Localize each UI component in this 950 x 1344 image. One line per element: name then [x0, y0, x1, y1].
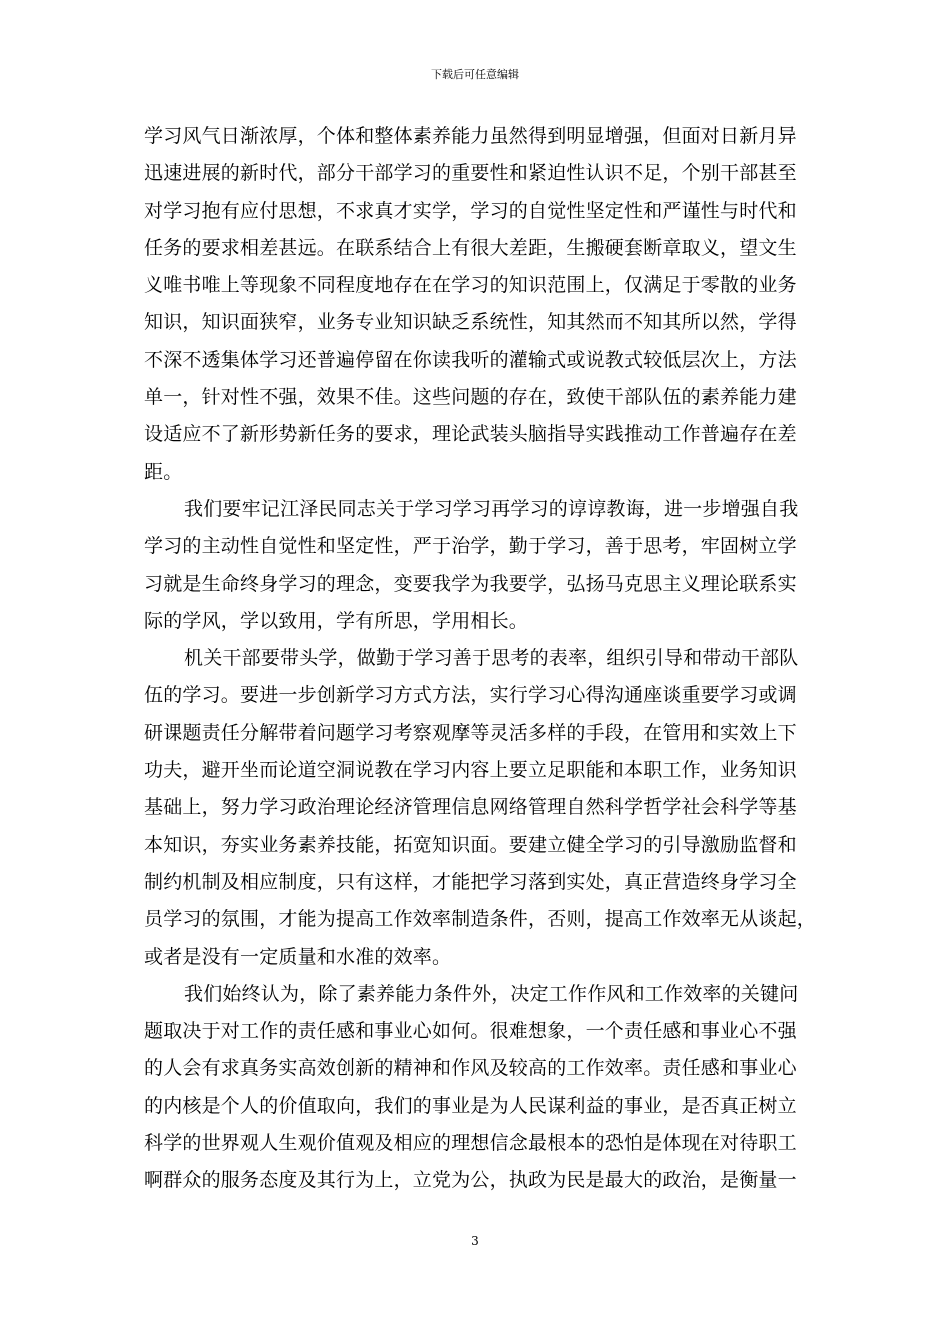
text-line: 设适应不了新形势新任务的要求，理论武装头脑指导实践推动工作普遍存在差 — [144, 423, 797, 446]
text-line: 本知识，夯实业务素养技能，拓宽知识面。要建立健全学习的引导激励监督和 — [144, 833, 797, 856]
text-line: 对学习抱有应付思想，不求真才实学，学习的自觉性坚定性和严谨性与时代和 — [144, 199, 797, 222]
page-number: 3 — [471, 1234, 479, 1248]
text-line: 的人会有求真务实高效创新的精神和作风及较高的工作效率。责任感和事业心 — [144, 1057, 797, 1080]
text-line: 题取决于对工作的责任感和事业心如何。很难想象，一个责任感和事业心不强 — [144, 1020, 797, 1043]
text-line: 迅速进展的新时代，部分干部学习的重要性和紧迫性认识不足，个别干部甚至 — [144, 162, 797, 185]
text-line: 伍的学习。要进一步创新学习方式方法，实行学习心得沟通座谈重要学习或调 — [144, 684, 797, 707]
text-line: 距。 — [144, 460, 183, 483]
text-line: 知识，知识面狭窄，业务专业知识缺乏系统性，知其然而不知其所以然，学得 — [144, 311, 797, 334]
text-line: 单一，针对性不强，效果不佳。这些问题的存在，致使干部队伍的素养能力建 — [144, 386, 797, 409]
text-line: 研课题责任分解带着问题学习考察观摩等灵活多样的手段，在管用和实效上下 — [144, 721, 797, 744]
text-line: 不深不透集体学习还普遍停留在你读我听的灌输式或说教式较低层次上，方法 — [144, 348, 797, 371]
text-line: 啊群众的服务态度及其行为上，立党为公，执政为民是最大的政治，是衡量一 — [144, 1169, 797, 1192]
text-line: 或者是没有一定质量和水准的效率。 — [144, 945, 452, 968]
page-header: 下载后可任意编辑 — [431, 68, 519, 81]
text-line: 制约机制及相应制度，只有这样，才能把学习落到实处，真正营造终身学习全 — [144, 870, 797, 893]
text-line: 科学的世界观人生观价值观及相应的理想信念最根本的恐怕是体现在对待职工 — [144, 1132, 797, 1155]
text-line: 际的学风，学以致用，学有所思，学用相长。 — [144, 609, 529, 632]
text-line: 的内核是个人的价值取向，我们的事业是为人民谋利益的事业，是否真正树立 — [144, 1094, 797, 1117]
text-line: 习就是生命终身学习的理念，变要我学为我要学，弘扬马克思主义理论联系实 — [144, 572, 797, 595]
body-text — [144, 118, 818, 1200]
text-line: 学习的主动性自觉性和坚定性，严于治学，勤于学习，善于思考，牢固树立学 — [144, 535, 797, 558]
paragraph-first-line: 我们始终认为，除了素养能力条件外，决定工作作风和工作效率的关键问 — [184, 982, 799, 1005]
text-line: 学习风气日渐浓厚，个体和整体素养能力虽然得到明显增强，但面对日新月异 — [144, 125, 797, 147]
text-line: 功夫，避开坐而论道空洞说教在学习内容上要立足职能和本职工作，业务知识 — [144, 759, 797, 782]
paragraph-first-line: 我们要牢记江泽民同志关于学习学习再学习的谆谆教诲，进一步增强自我 — [184, 497, 799, 520]
paragraph-first-line: 机关干部要带头学，做勤于学习善于思考的表率，组织引导和带动干部队 — [184, 647, 799, 670]
text-line: 员学习的氛围，才能为提高工作效率制造条件，否则，提高工作效率无从谈起， — [144, 908, 817, 931]
text-line: 任务的要求相差甚远。在联系结合上有很大差距，生搬硬套断章取义，望文生 — [144, 236, 797, 259]
text-line: 义唯书唯上等现象不同程度地存在在学习的知识范围上，仅满足于零散的业务 — [144, 274, 797, 297]
text-line: 基础上，努力学习政治理论经济管理信息网络管理自然科学哲学社会科学等基 — [144, 796, 797, 819]
